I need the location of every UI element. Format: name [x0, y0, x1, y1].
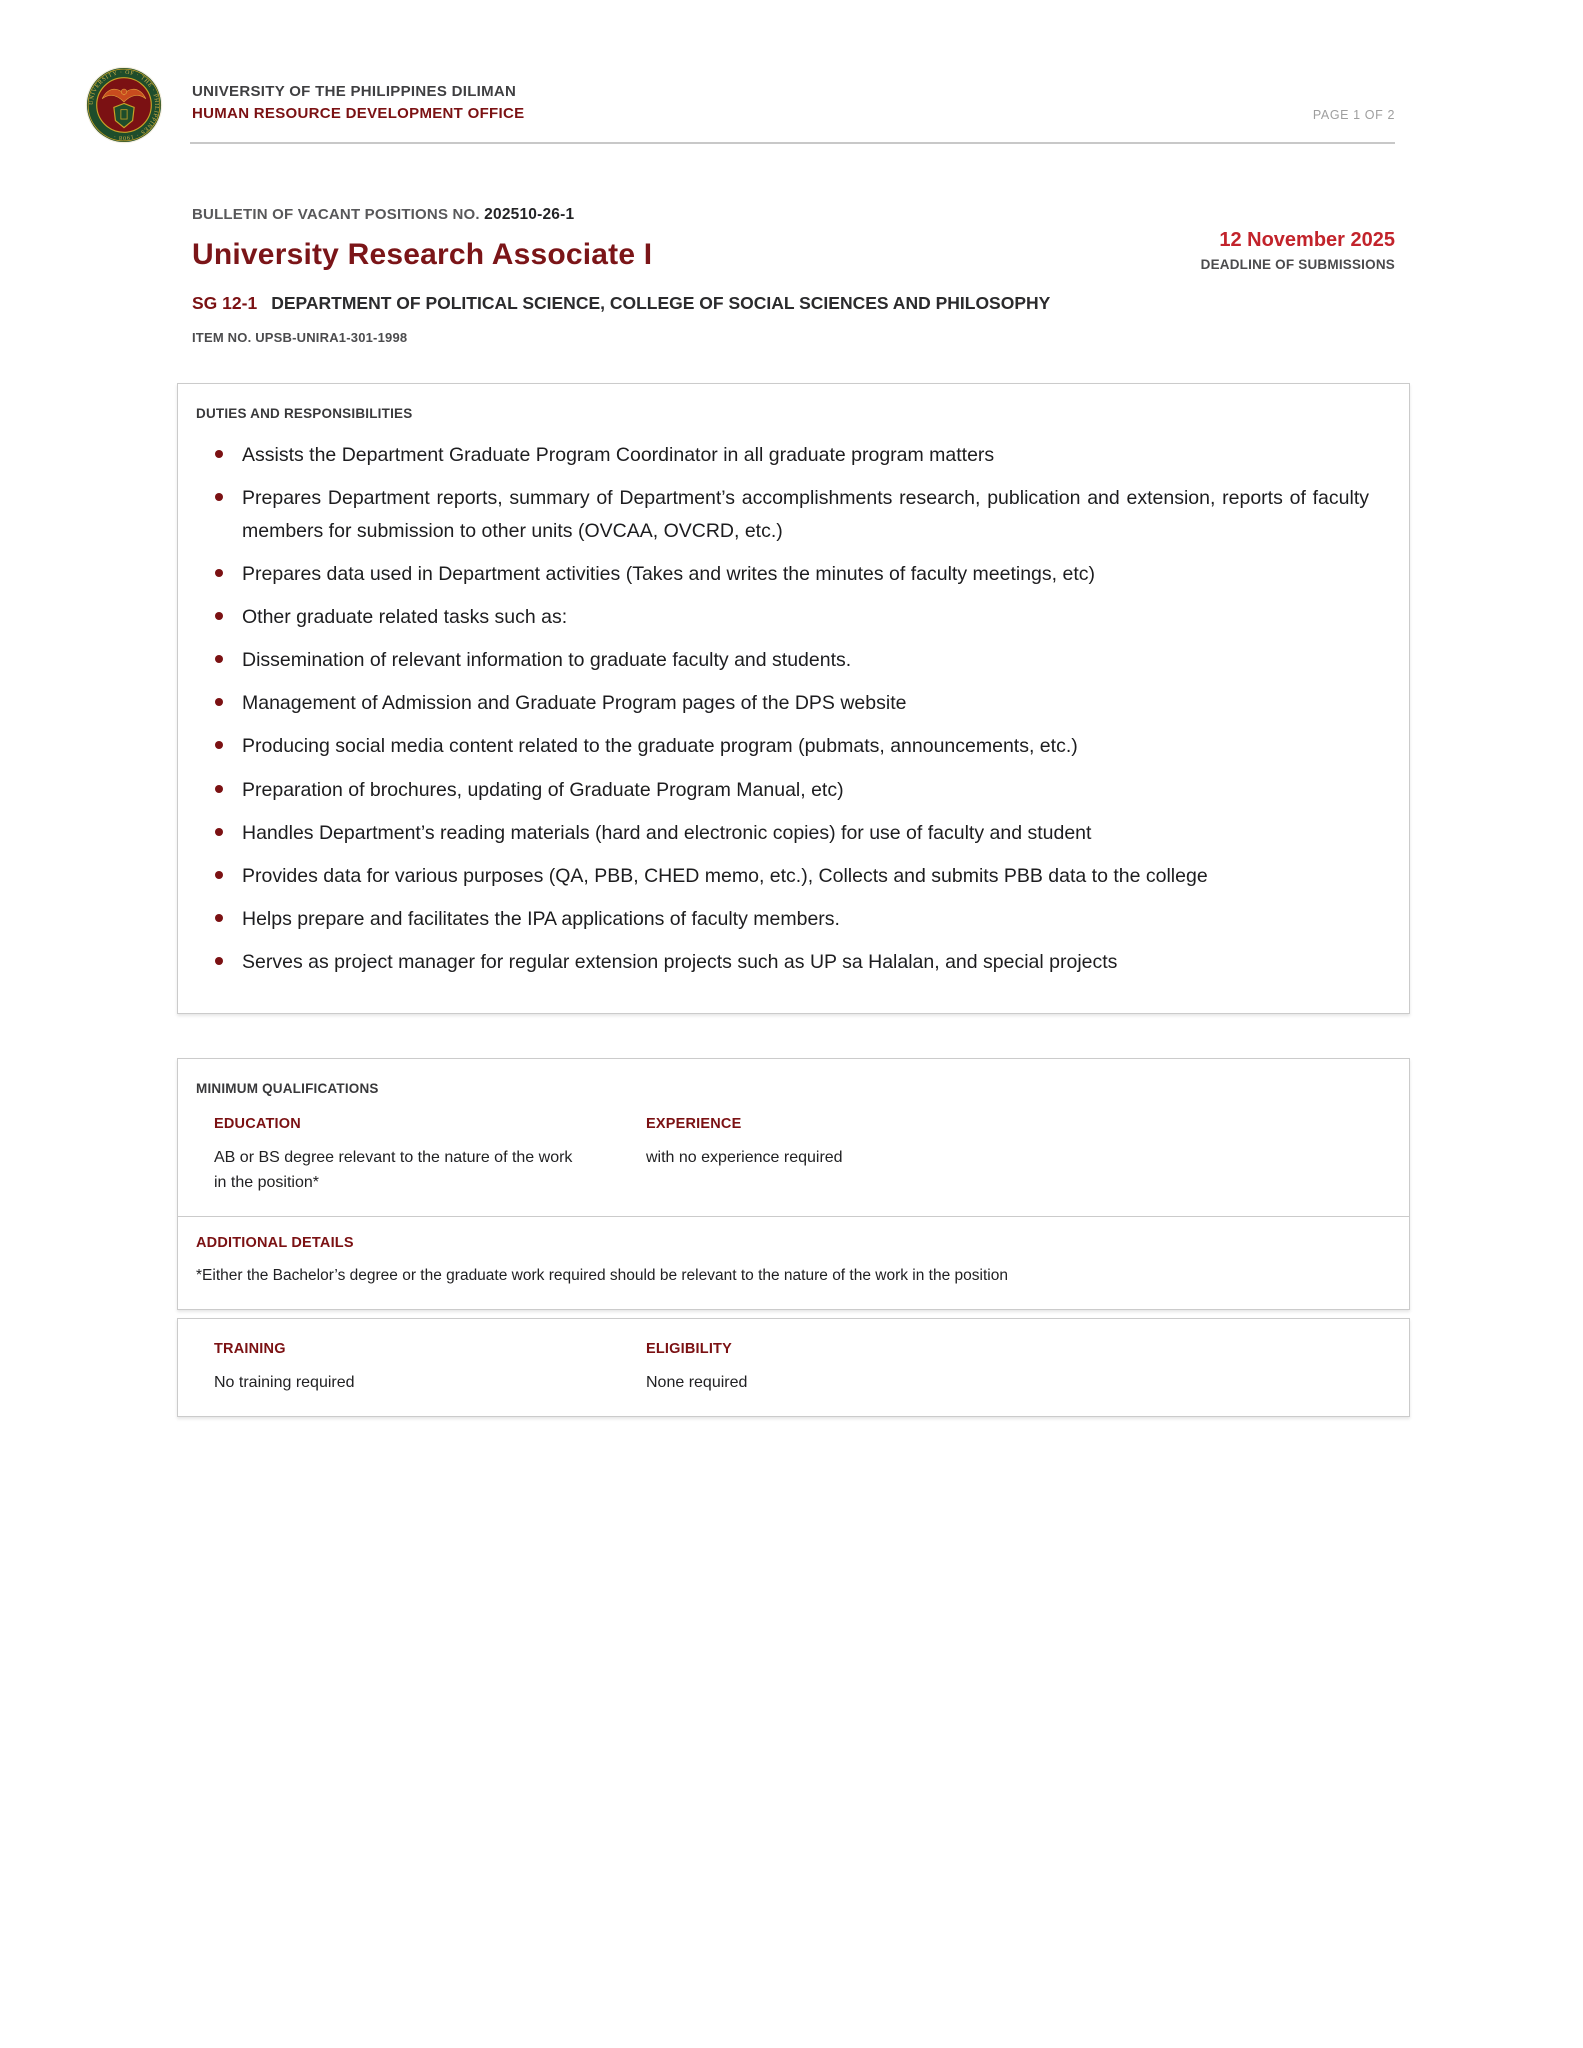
training-label: TRAINING [214, 1341, 286, 1358]
duty-item: Dissemination of relevant information to graduate faculty and students. [212, 644, 1369, 676]
eligibility-value: None required [646, 1374, 748, 1392]
university-name: UNIVERSITY OF THE PHILIPPINES DILIMAN [192, 83, 517, 100]
duty-item: Provides data for various purposes (QA, PBB, CHED memo, etc.), Collects and submits PBB data to the college [212, 860, 1369, 892]
additional-details-value: *Either the Bachelor’s degree or the graduate work required should be relevant to the nature of the work in the position [196, 1267, 1008, 1285]
training-value: No training required [214, 1374, 355, 1392]
header-divider [105, 142, 1395, 144]
page-number-label: PAGE 1 OF 2 [1312, 108, 1395, 122]
duty-item: Serves as project manager for regular extension projects such as UP sa Halalan, and special projects [212, 946, 1369, 978]
office-name: HUMAN RESOURCE DEVELOPMENT OFFICE [192, 105, 525, 122]
training-column [214, 1341, 646, 1396]
item-number: ITEM NO. UPSB-UNIRA1-301-1998 [192, 330, 408, 346]
eligibility-column [646, 1341, 1369, 1396]
position-intro [192, 144, 1395, 345]
duty-item: Prepares data used in Department activities (Takes and writes the minutes of faculty meetings, etc) [212, 558, 1369, 590]
experience-value: with no experience required [646, 1149, 843, 1167]
duty-item: Assists the Department Graduate Program Coordinator in all graduate program matters [212, 439, 1369, 471]
header-text-block [192, 84, 524, 121]
education-column [214, 1116, 646, 1196]
experience-column [646, 1116, 1369, 1196]
department-name: DEPARTMENT OF POLITICAL SCIENCE, COLLEGE OF SOCIAL SCIENCES AND PHILOSOPHY [271, 293, 1051, 313]
up-seal-icon [85, 66, 163, 144]
duty-item: Other graduate related tasks such as: [212, 601, 1369, 633]
duty-item: Helps prepare and facilitates the IPA applications of faculty members. [212, 903, 1369, 935]
duty-item: Management of Admission and Graduate Program pages of the DPS website [212, 687, 1369, 719]
duties-list [196, 439, 1369, 978]
svg-text:UNIVERSITY · OF · THE · PHILIP: UNIVERSITY · OF · THE · PHILIPPINES · 1908 · [88, 69, 160, 141]
deadline-date: 12 November 2025 [1219, 229, 1395, 251]
experience-label: EXPERIENCE [646, 1116, 742, 1133]
duties-title: DUTIES AND RESPONSIBILITIES [196, 406, 413, 422]
education-value: AB or BS degree relevant to the nature of the work in the position* [214, 1149, 573, 1192]
up-seal-logo [60, 38, 190, 156]
training-eligibility-box [177, 1318, 1410, 1417]
department-line [192, 290, 1097, 316]
education-experience-row [214, 1116, 1369, 1196]
additional-details-label: ADDITIONAL DETAILS [196, 1235, 354, 1252]
additional-details-section [178, 1217, 1409, 1309]
duties-box [177, 383, 1410, 1014]
minimum-qualifications-section [178, 1059, 1409, 1216]
bulletin-number: 202510-26-1 [484, 206, 575, 223]
duty-item: Handles Department’s reading materials (hard and electronic copies) for use of faculty and student [212, 817, 1369, 849]
qualifications-title: MINIMUM QUALIFICATIONS [196, 1081, 379, 1097]
salary-grade: SG 12-1 [192, 293, 258, 313]
page-header [0, 0, 1583, 142]
deadline-label: DEADLINE OF SUBMISSIONS [1200, 257, 1395, 272]
education-label: EDUCATION [214, 1116, 301, 1133]
qualifications-box [177, 1058, 1410, 1310]
duty-item: Preparation of brochures, updating of Graduate Program Manual, etc) [212, 774, 1369, 806]
position-title: University Research Associate I [192, 238, 653, 271]
duty-item: Prepares Department reports, summary of Department’s accomplishments research, publication and extension, reports of faculty members for submission to other units (OVCAA, OVCRD, etc.) [212, 482, 1369, 546]
duty-item: Producing social media content related to the graduate program (pubmats, announcements, etc.) [212, 730, 1369, 762]
training-eligibility-row [214, 1341, 1369, 1396]
training-eligibility-section [178, 1319, 1409, 1416]
deadline-block [1201, 230, 1395, 272]
bulletin-label: BULLETIN OF VACANT POSITIONS NO. [192, 206, 480, 223]
bulletin-line [192, 206, 1395, 224]
eligibility-label: ELIGIBILITY [646, 1341, 732, 1358]
